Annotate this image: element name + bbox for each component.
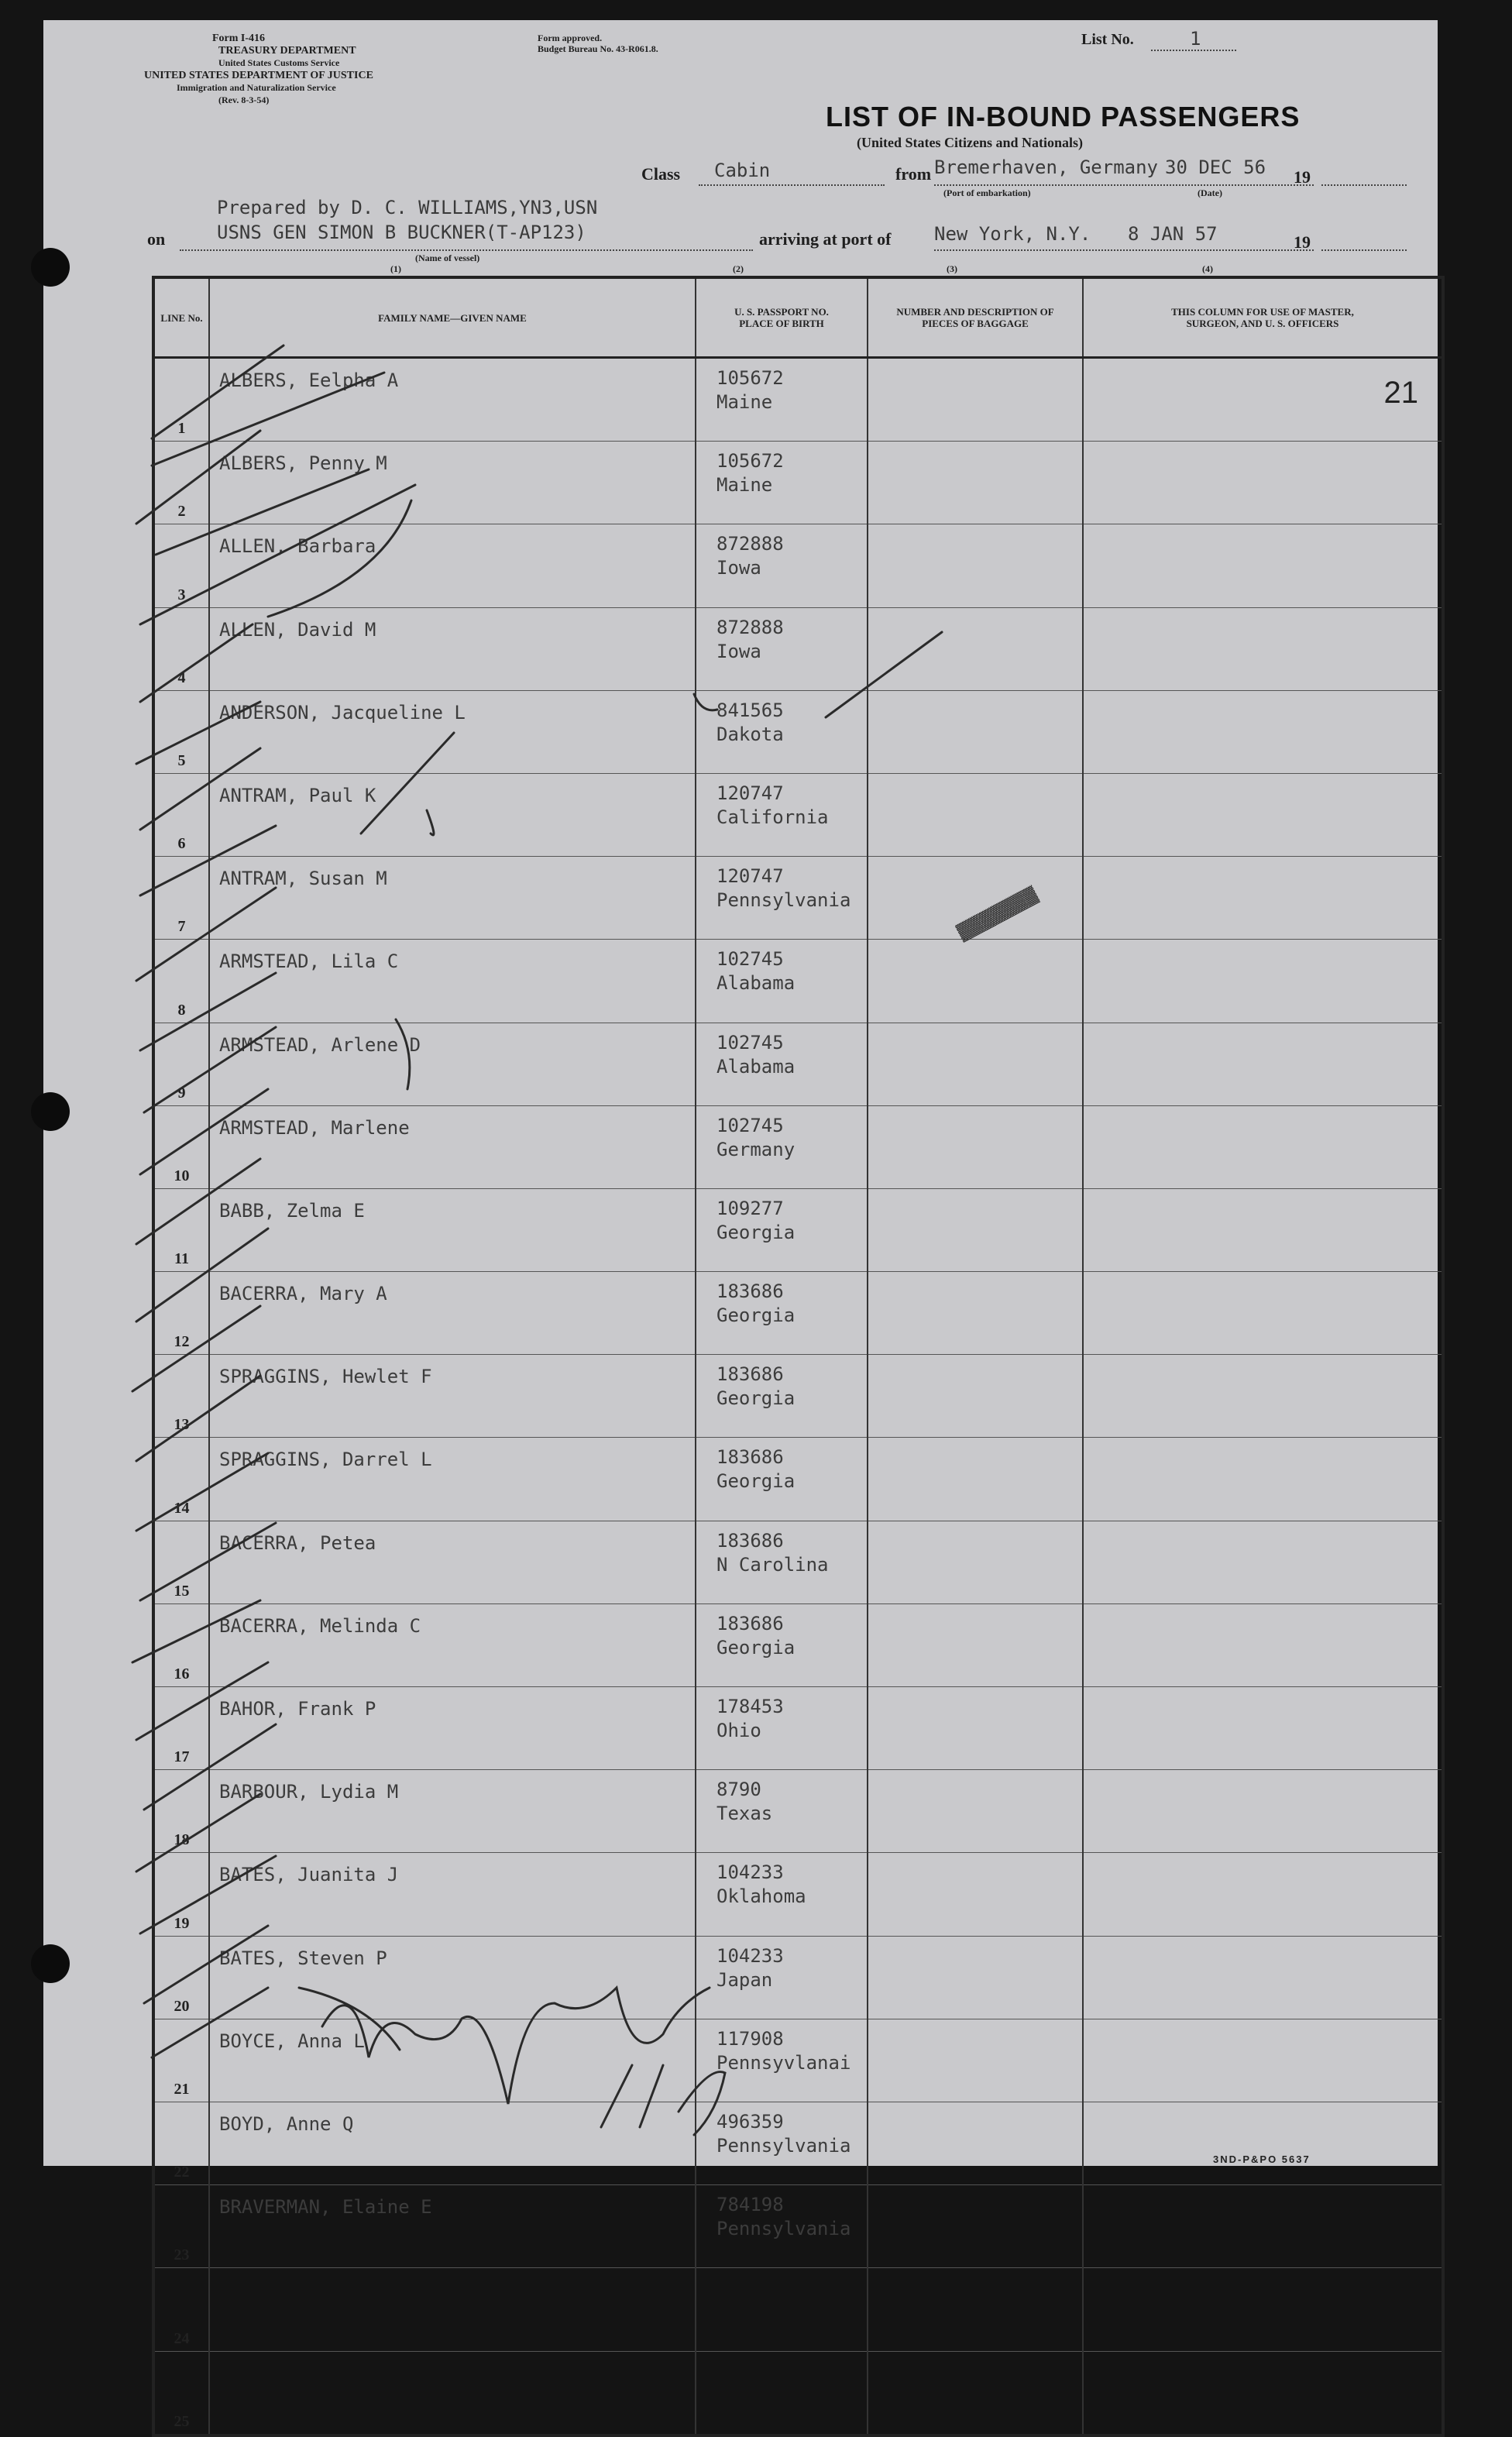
table-row xyxy=(153,2185,1443,2268)
year-prefix-2: 19 xyxy=(1294,232,1311,252)
place-of-birth: Pennsyvlanai xyxy=(716,2051,851,2074)
passenger-name: BAHOR, Frank P xyxy=(209,1687,696,1770)
place-of-birth: Iowa xyxy=(716,557,761,579)
place-of-birth: Dakota xyxy=(716,723,784,745)
passenger-name: BACERRA, Petea xyxy=(209,1521,696,1603)
line-number: 1 xyxy=(153,358,209,442)
passport-number: 178453 xyxy=(716,1696,784,1717)
header-passport: U. S. PASSPORT NO. PLACE OF BIRTH xyxy=(696,277,868,358)
baggage-cell xyxy=(868,2351,1083,2435)
passenger-name: ALBERS, Penny M xyxy=(209,442,696,524)
list-no-label: List No. xyxy=(1081,31,1134,48)
arrival-date: 8 JAN 57 xyxy=(1128,223,1218,245)
place-of-birth: Pennsylvania xyxy=(716,889,851,912)
place-of-birth: Germany xyxy=(716,1138,796,1160)
table-row xyxy=(153,2268,1443,2351)
place-of-birth: Pennsylvania xyxy=(716,2134,851,2157)
passport-number: 102745 xyxy=(716,948,784,971)
line-number: 15 xyxy=(153,1521,209,1603)
line-number: 17 xyxy=(153,1687,209,1770)
form-approved: Form approved. xyxy=(538,33,603,43)
passenger-name: BOYD, Anne Q xyxy=(209,2102,696,2184)
passenger-name: BARBOUR, Lydia M xyxy=(209,1770,696,1853)
passenger-name: BACERRA, Melinda C xyxy=(209,1603,696,1686)
passenger-name: ARMSTEAD, Arlene D xyxy=(209,1023,696,1105)
line-number: 6 xyxy=(153,773,209,856)
line-number: 25 xyxy=(153,2351,209,2435)
passport-number: 109277 xyxy=(716,1197,784,1219)
header-name: FAMILY NAME—GIVEN NAME xyxy=(209,277,696,358)
handwritten-marks xyxy=(43,20,1438,2166)
passport-number: 8790 xyxy=(716,1779,761,1801)
class-label: Class xyxy=(641,164,681,184)
col-number-4: (4) xyxy=(1202,263,1213,274)
passenger-name xyxy=(209,2351,696,2435)
passport-number: 105672 xyxy=(716,450,784,473)
treasury-dept: TREASURY DEPARTMENT xyxy=(218,45,356,57)
place-of-birth: Iowa xyxy=(716,640,761,662)
arriving-label: arriving at port of xyxy=(759,229,892,249)
form-number: Form I-416 xyxy=(212,33,266,44)
line-number: 11 xyxy=(153,1188,209,1271)
passenger-name: ALLEN, David M xyxy=(209,607,696,690)
passport-number: 104233 xyxy=(716,1944,784,1967)
page-subtitle: (United States Citizens and Nationals) xyxy=(857,135,1084,150)
passport-cell xyxy=(696,2351,868,2435)
officers-cell xyxy=(1083,2185,1443,2268)
passenger-name: SPRAGGINS, Hewlet F xyxy=(209,1355,696,1438)
print-code: 3ND-P&PO 5637 xyxy=(1213,2153,1311,2165)
customs-service: United States Customs Service xyxy=(218,57,340,68)
passport-number: 872888 xyxy=(716,616,784,638)
line-number: 8 xyxy=(153,940,209,1023)
line-number: 22 xyxy=(153,2102,209,2184)
form-revision: (Rev. 8-3-54) xyxy=(218,95,270,105)
passport-number: 105672 xyxy=(716,367,784,389)
passport-number: 120747 xyxy=(716,782,784,804)
passport-number: 102745 xyxy=(716,1031,784,1054)
baggage-cell xyxy=(868,2185,1083,2268)
binder-hole xyxy=(31,248,70,287)
place-of-birth: Georgia xyxy=(716,1636,796,1658)
place-of-birth: Pennsylvania xyxy=(716,2218,851,2240)
passenger-name: ALBERS, Eelpha A xyxy=(209,358,696,442)
ink-stamp: ▓▓▓▓▓▓▓ xyxy=(954,883,1040,942)
passenger-name: ARMSTEAD, Marlene xyxy=(209,1105,696,1188)
passport-cell xyxy=(696,2268,868,2351)
binder-hole xyxy=(31,1092,70,1131)
line-number: 23 xyxy=(153,2185,209,2268)
line-number: 12 xyxy=(153,1272,209,1355)
page-title: LIST OF IN-BOUND PASSENGERS xyxy=(826,101,1301,132)
ins-service: Immigration and Naturalization Service xyxy=(177,82,336,93)
passport-number: 102745 xyxy=(716,1114,784,1136)
binder-hole xyxy=(31,1944,70,1983)
passenger-name: ALLEN, Barbara xyxy=(209,524,696,607)
place-of-birth: Ohio xyxy=(716,1720,761,1741)
place-of-birth: Georgia xyxy=(716,1470,796,1493)
place-of-birth: Japan xyxy=(716,1968,773,1991)
line-number: 16 xyxy=(153,1603,209,1686)
line-number: 4 xyxy=(153,607,209,690)
passenger-name: SPRAGGINS, Darrel L xyxy=(209,1438,696,1521)
passenger-name: BACERRA, Mary A xyxy=(209,1272,696,1355)
place-of-birth: Alabama xyxy=(716,972,796,995)
passenger-name: BATES, Juanita J xyxy=(209,1853,696,1936)
from-label: from xyxy=(895,164,932,184)
passport-number: 104233 xyxy=(716,1861,784,1884)
vessel-name: USNS GEN SIMON B BUCKNER(T-AP123) xyxy=(217,222,586,243)
on-label: on xyxy=(147,229,166,249)
line-number: 20 xyxy=(153,1936,209,2019)
departure-date: 30 DEC 56 xyxy=(1165,156,1266,178)
passenger-name xyxy=(209,2268,696,2351)
officers-cell xyxy=(1083,2351,1443,2435)
col-number-2: (2) xyxy=(733,263,744,274)
line-number: 14 xyxy=(153,1438,209,1521)
port-of-arrival: New York, N.Y. xyxy=(934,223,1091,245)
line-number: 19 xyxy=(153,1853,209,1936)
place-of-birth: Oklahoma xyxy=(716,1885,806,1908)
passport-number: 183686 xyxy=(716,1612,784,1634)
line-number: 3 xyxy=(153,524,209,607)
place-of-birth: N Carolina xyxy=(716,1553,829,1576)
line-number: 13 xyxy=(153,1355,209,1438)
place-of-birth: Georgia xyxy=(716,1221,796,1243)
line-number: 10 xyxy=(153,1105,209,1188)
passport-number: 784198 xyxy=(716,2194,784,2216)
line-number: 21 xyxy=(153,2019,209,2102)
count-note: 21 xyxy=(1383,376,1418,410)
passenger-name: BABB, Zelma E xyxy=(209,1188,696,1271)
place-of-birth: Georgia xyxy=(716,1387,796,1410)
line-number: 7 xyxy=(153,857,209,940)
port-of-embarkation: Bremerhaven, Germany xyxy=(934,156,1158,178)
col-number-3: (3) xyxy=(947,263,957,274)
place-of-birth: Maine xyxy=(716,391,773,413)
table-row xyxy=(153,2351,1443,2435)
passenger-name: BRAVERMAN, Elaine E xyxy=(209,2185,696,2268)
place-of-birth: Georgia xyxy=(716,1304,796,1327)
passport-number: 183686 xyxy=(716,1446,784,1469)
passport-number: 872888 xyxy=(716,533,784,555)
list-no-value: 1 xyxy=(1190,28,1201,50)
prepared-by: Prepared by D. C. WILLIAMS,YN3,USN xyxy=(217,197,598,218)
passenger-name: BATES, Steven P xyxy=(209,1936,696,2019)
passport-number: 120747 xyxy=(716,865,784,888)
line-number: 9 xyxy=(153,1023,209,1105)
port-caption: (Port of embarkation) xyxy=(943,187,1031,198)
line-number: 5 xyxy=(153,690,209,773)
line-number: 2 xyxy=(153,442,209,524)
passport-number: 841565 xyxy=(716,699,784,721)
col-number-1: (1) xyxy=(390,263,401,274)
officers-cell xyxy=(1083,2268,1443,2351)
header-officers: THIS COLUMN FOR USE OF MASTER, SURGEON, AND U. S. OFFICERS xyxy=(1083,277,1443,358)
header-line-no: LINE No. xyxy=(153,277,209,358)
header-baggage: NUMBER AND DESCRIPTION OF PIECES OF BAGGAGE xyxy=(868,277,1083,358)
year-prefix: 19 xyxy=(1294,167,1311,187)
budget-bureau: Budget Bureau No. 43-R061.8. xyxy=(538,43,658,54)
baggage-cell xyxy=(868,2268,1083,2351)
passport-number: 496359 xyxy=(716,2110,784,2133)
document-page xyxy=(43,20,1438,2430)
passport-number: 183686 xyxy=(716,1363,784,1386)
passport-number: 117908 xyxy=(716,2027,784,2050)
passenger-name: ANTRAM, Susan M xyxy=(209,857,696,940)
passport-number: 183686 xyxy=(716,1529,784,1552)
place-of-birth: Texas xyxy=(716,1803,773,1825)
passport-number: 183686 xyxy=(716,1280,784,1303)
date-caption: (Date) xyxy=(1198,187,1222,198)
justice-dept: UNITED STATES DEPARTMENT OF JUSTICE xyxy=(144,70,373,81)
line-number: 18 xyxy=(153,1770,209,1853)
vessel-caption: (Name of vessel) xyxy=(415,253,480,263)
passenger-name: ANTRAM, Paul K xyxy=(209,773,696,856)
passenger-name: ARMSTEAD, Lila C xyxy=(209,940,696,1023)
passenger-name: BOYCE, Anna L xyxy=(209,2019,696,2102)
place-of-birth: Maine xyxy=(716,474,773,497)
place-of-birth: California xyxy=(716,806,829,828)
passenger-name: ANDERSON, Jacqueline L xyxy=(209,690,696,773)
place-of-birth: Alabama xyxy=(716,1055,796,1078)
class-value: Cabin xyxy=(714,160,771,181)
line-number: 24 xyxy=(153,2268,209,2351)
passport-cell xyxy=(696,2185,868,2268)
